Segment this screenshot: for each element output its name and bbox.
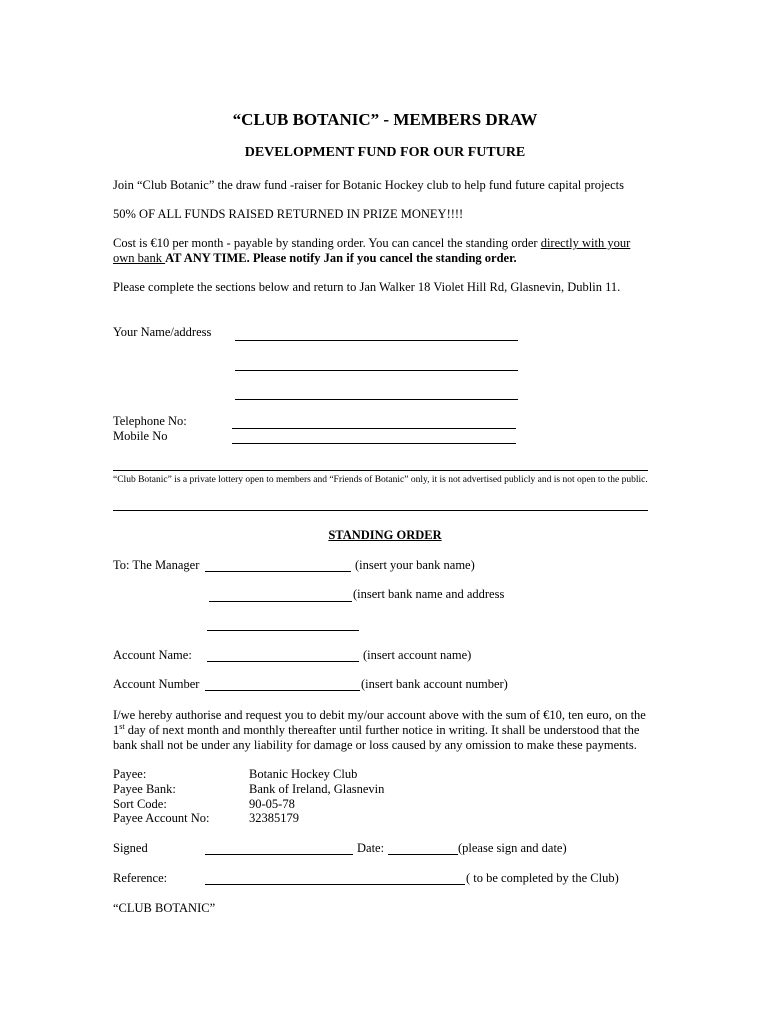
payee-value: Botanic Hockey Club <box>249 767 358 781</box>
authorisation-day-suffix: st <box>119 721 125 731</box>
date-label: Date: <box>357 841 385 855</box>
bank-address-field-2[interactable] <box>207 630 359 631</box>
mobile-field[interactable] <box>232 443 516 444</box>
bank-name-hint: (insert your bank name) <box>355 558 475 572</box>
account-number-label: Account Number <box>113 677 200 691</box>
name-address-field-3[interactable] <box>235 399 518 400</box>
account-name-hint: (insert account name) <box>363 648 472 662</box>
payee-account-value: 32385179 <box>249 811 299 825</box>
authorisation-day: 1 <box>113 723 120 737</box>
name-address-field-1[interactable] <box>235 340 518 341</box>
payee-account-label: Payee Account No: <box>113 811 210 825</box>
cost-bold-notice: AT ANY TIME. Please notify Jan if you cancel the standing order. <box>165 251 517 265</box>
cost-link-part-1: directly with your <box>540 236 631 250</box>
signed-label: Signed <box>113 841 148 855</box>
cost-text: Cost is €10 per month - payable by standing order. You can cancel the standing order <box>113 236 541 250</box>
document-subtitle: DEVELOPMENT FUND FOR OUR FUTURE <box>244 145 526 160</box>
account-number-field[interactable] <box>205 690 360 691</box>
telephone-field[interactable] <box>232 428 516 429</box>
authorisation-line-1: I/we hereby authorise and request you to debit my/our account above with the sum of €10, ten euro, on the <box>113 708 646 722</box>
sort-code-value: 90-05-78 <box>249 797 295 811</box>
authorisation-line-3: bank shall not be under any liability for damage or loss caused by any omission to make these payments. <box>113 738 637 752</box>
bank-name-field[interactable] <box>205 571 351 572</box>
intro-join-text: Join “Club Botanic” the draw fund -raiser for Botanic Hockey club to help fund future capital projects <box>113 178 624 192</box>
standing-order-heading: STANDING ORDER <box>328 528 442 542</box>
date-field[interactable] <box>388 854 458 855</box>
name-address-label: Your Name/address <box>113 325 212 339</box>
payee-bank-value: Bank of Ireland, Glasnevin <box>249 782 385 796</box>
reference-hint: ( to be completed by the Club) <box>466 871 619 885</box>
cost-link-part-2: own bank <box>113 251 166 265</box>
authorisation-line-2 <box>113 723 639 738</box>
payee-label: Payee: <box>113 767 147 781</box>
cost-text-line-2 <box>113 251 517 266</box>
bank-address-field-1[interactable] <box>209 601 352 602</box>
bank-address-hint: (insert bank name and address <box>353 587 505 601</box>
disclaimer-top-rule <box>113 470 648 471</box>
cost-text-line-1 <box>113 236 630 251</box>
document-title: “CLUB BOTANIC” - MEMBERS DRAW <box>232 110 538 129</box>
disclaimer-bottom-rule <box>113 510 648 511</box>
date-hint: (please sign and date) <box>458 841 567 855</box>
to-manager-label: To: The Manager <box>113 558 200 572</box>
sort-code-label: Sort Code: <box>113 797 167 811</box>
reference-label: Reference: <box>113 871 168 885</box>
reference-field[interactable] <box>205 884 465 885</box>
disclaimer-text: “Club Botanic” is a private lottery open to members and “Friends of Botanic” only, it is not advertised publicly and is not open to the public. <box>113 475 648 485</box>
payee-bank-label: Payee Bank: <box>113 782 176 796</box>
account-number-hint: (insert bank account number) <box>361 677 508 691</box>
account-name-label: Account Name: <box>113 648 192 662</box>
mobile-label: Mobile No <box>113 429 168 443</box>
footer-club-name: “CLUB BOTANIC” <box>113 901 216 915</box>
telephone-label: Telephone No: <box>113 414 187 428</box>
signature-field[interactable] <box>205 854 353 855</box>
prize-text: 50% OF ALL FUNDS RAISED RETURNED IN PRIZE MONEY!!!! <box>113 207 464 221</box>
name-address-field-2[interactable] <box>235 370 518 371</box>
return-instructions: Please complete the sections below and return to Jan Walker 18 Violet Hill Rd, Glasnevin, Dublin 11. <box>113 280 621 294</box>
authorisation-line-2-text: day of next month and monthly thereafter until further notice in writing. It shall be understood that the <box>124 723 640 737</box>
account-name-field[interactable] <box>207 661 359 662</box>
